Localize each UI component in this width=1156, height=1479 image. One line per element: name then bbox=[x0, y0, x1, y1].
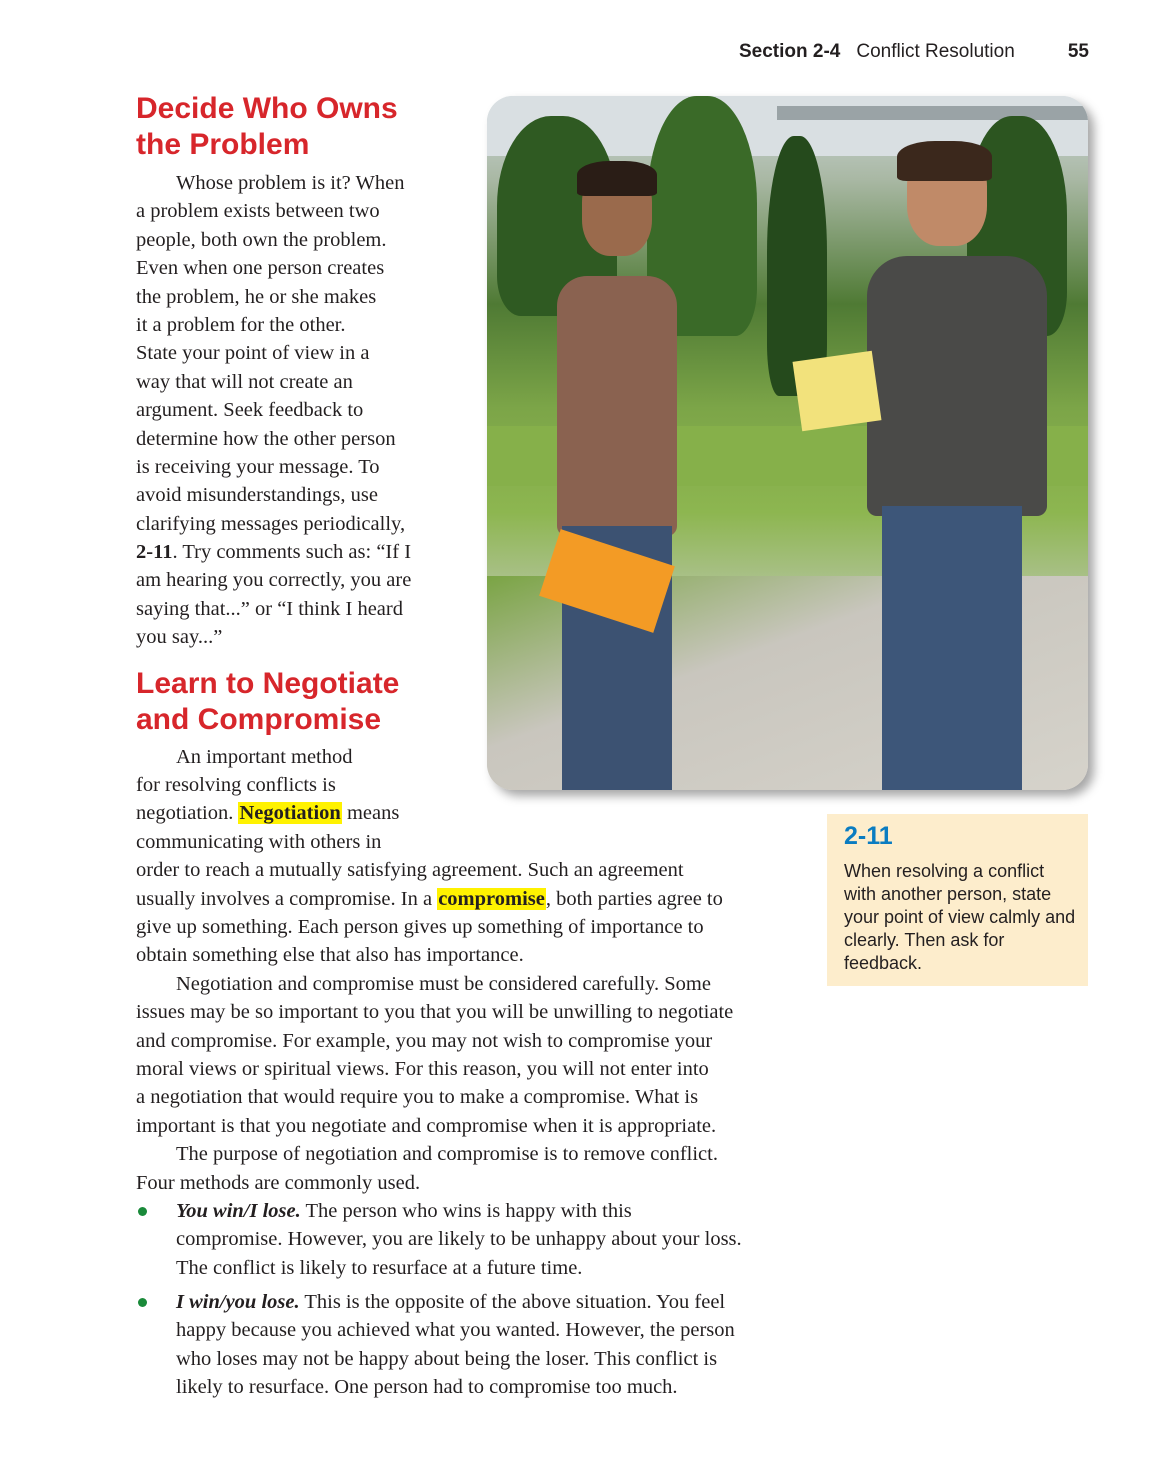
text-line bbox=[136, 1083, 816, 1111]
text-span: likely to resurface. One person had to compromise too much. bbox=[176, 1376, 678, 1399]
text-span: moral views or spiritual views. For this reason, you will not enter into bbox=[136, 1057, 709, 1080]
text-span: negotiation. bbox=[136, 802, 239, 825]
text-line bbox=[136, 1254, 816, 1282]
text-line bbox=[136, 1345, 816, 1373]
paragraph bbox=[136, 1140, 816, 1197]
bullet-icon bbox=[138, 1298, 147, 1307]
text-span: usually involves a compromise. In a bbox=[136, 887, 438, 910]
text-span: it a problem for the other. bbox=[136, 313, 346, 336]
text-line bbox=[136, 623, 816, 651]
text-line bbox=[136, 1373, 816, 1401]
text-span: a negotiation that would require you to make a compromise. What is bbox=[136, 1086, 699, 1109]
text-span: give up something. Each person gives up something of importance to bbox=[136, 915, 704, 938]
text-span: the problem, he or she makes bbox=[136, 285, 377, 308]
text-span: issues may be so important to you that you will be unwilling to negotiate bbox=[136, 1001, 734, 1024]
text-line bbox=[136, 1169, 816, 1197]
text-span: The person who wins is happy with this bbox=[300, 1199, 632, 1222]
text-span: , both parties agree to bbox=[545, 887, 723, 910]
text-span: order to reach a mutually satisfying agreement. Such an agreement bbox=[136, 859, 684, 882]
text-span: means bbox=[341, 802, 400, 825]
text-span: for resolving conflicts is bbox=[136, 774, 336, 797]
page-number: 55 bbox=[1067, 41, 1089, 62]
text-span: important is that you negotiate and compromise when it is appropriate. bbox=[136, 1114, 717, 1137]
text-line bbox=[136, 311, 816, 339]
text-span: State your point of view in a bbox=[136, 342, 370, 365]
text-line bbox=[136, 1140, 816, 1168]
text-span: The conflict is likely to resurface at a future time. bbox=[176, 1256, 583, 1279]
bullet-item bbox=[136, 1197, 816, 1282]
text-line bbox=[136, 197, 816, 225]
text-line bbox=[136, 396, 816, 424]
text-line bbox=[136, 453, 816, 481]
text-span: way that will not create an bbox=[136, 370, 353, 393]
figure-reference: 2-11 bbox=[136, 541, 173, 564]
text-line bbox=[136, 1316, 816, 1344]
text-span: you say...” bbox=[136, 626, 223, 649]
text-line bbox=[136, 368, 816, 396]
bullet-term: I win/you lose. bbox=[176, 1291, 300, 1314]
text-span: Negotiation and compromise must be considered carefully. Some bbox=[176, 972, 711, 995]
paragraph bbox=[136, 743, 816, 970]
student-right bbox=[857, 146, 1057, 790]
text-span: This is the opposite of the above situation. You feel bbox=[299, 1291, 726, 1314]
text-line bbox=[136, 481, 816, 509]
text-line bbox=[136, 771, 816, 799]
text-line bbox=[136, 1027, 816, 1055]
text-span: Whose problem is it? When bbox=[176, 172, 405, 194]
text-span: avoid misunderstandings, use bbox=[136, 484, 378, 507]
text-span: argument. Seek feedback to bbox=[136, 399, 364, 422]
heading-line: the Problem bbox=[136, 128, 310, 161]
text-span: happy because you achieved what you wanted. However, the person bbox=[176, 1319, 735, 1342]
main-text-column bbox=[136, 91, 816, 1402]
text-span: a problem exists between two bbox=[136, 200, 380, 223]
text-line bbox=[136, 254, 816, 282]
text-line bbox=[136, 856, 816, 884]
text-line bbox=[136, 1225, 816, 1253]
section-heading bbox=[136, 91, 816, 163]
section-title: Conflict Resolution bbox=[856, 41, 1015, 62]
text-span: people, both own the problem. bbox=[136, 228, 387, 251]
heading-line: and Compromise bbox=[136, 702, 382, 736]
text-span: am hearing you correctly, you are bbox=[136, 569, 412, 592]
text-span: who loses may not be happy about being the loser. This conflict is bbox=[176, 1347, 718, 1370]
text-line bbox=[136, 538, 816, 566]
text-line bbox=[136, 941, 816, 969]
text-line bbox=[136, 743, 816, 771]
paragraph bbox=[136, 169, 816, 652]
sidebar-note bbox=[827, 814, 1088, 986]
text-line bbox=[136, 970, 816, 998]
text-line bbox=[136, 283, 816, 311]
section-heading bbox=[136, 666, 816, 738]
text-span: . Try comments such as: “If I bbox=[172, 541, 412, 564]
text-line bbox=[136, 885, 816, 913]
text-line bbox=[136, 1288, 816, 1316]
text-line bbox=[136, 339, 816, 367]
text-line bbox=[136, 799, 816, 827]
text-line bbox=[136, 828, 816, 856]
text-line bbox=[136, 169, 816, 197]
key-term: compromise bbox=[438, 887, 545, 910]
running-header bbox=[739, 41, 1089, 63]
heading-line: Learn to Negotiate bbox=[136, 666, 400, 700]
text-span: is receiving your message. To bbox=[136, 455, 380, 478]
text-line bbox=[136, 913, 816, 941]
note-number: 2-11 bbox=[844, 822, 893, 850]
bullet-term: You win/I lose. bbox=[176, 1199, 301, 1222]
text-span: Four methods are commonly used. bbox=[136, 1171, 421, 1194]
text-span: saying that...” or “I think I heard bbox=[136, 597, 403, 620]
note-text: When resolving a conflict with another person, state your point of view calmly and clearly. Then ask for feedback. bbox=[844, 861, 1076, 973]
text-span: communicating with others in bbox=[136, 830, 382, 853]
text-span: The purpose of negotiation and compromise is to remove conflict. bbox=[176, 1143, 718, 1166]
text-span: compromise. However, you are likely to be unhappy about your loss. bbox=[176, 1228, 742, 1251]
text-span: An important method bbox=[176, 745, 353, 768]
text-span: obtain something else that also has importance. bbox=[136, 944, 524, 967]
text-line bbox=[136, 226, 816, 254]
bullet-item bbox=[136, 1288, 816, 1402]
heading-line: Decide Who Owns bbox=[136, 92, 398, 125]
text-span: and compromise. For example, you may not wish to compromise your bbox=[136, 1029, 713, 1052]
text-span: determine how the other person bbox=[136, 427, 396, 450]
text-line bbox=[136, 595, 816, 623]
paragraph bbox=[136, 970, 816, 1140]
text-span: Even when one person creates bbox=[136, 257, 385, 280]
bullet-icon bbox=[138, 1207, 147, 1216]
text-line bbox=[136, 998, 816, 1026]
text-line bbox=[136, 1055, 816, 1083]
text-line bbox=[136, 1197, 816, 1225]
key-term: Negotiation bbox=[239, 802, 341, 825]
text-line bbox=[136, 1112, 816, 1140]
text-span: clarifying messages periodically, bbox=[136, 512, 406, 535]
section-number: Section 2-4 bbox=[739, 41, 841, 62]
text-line bbox=[136, 566, 816, 594]
text-line bbox=[136, 510, 816, 538]
text-line bbox=[136, 425, 816, 453]
